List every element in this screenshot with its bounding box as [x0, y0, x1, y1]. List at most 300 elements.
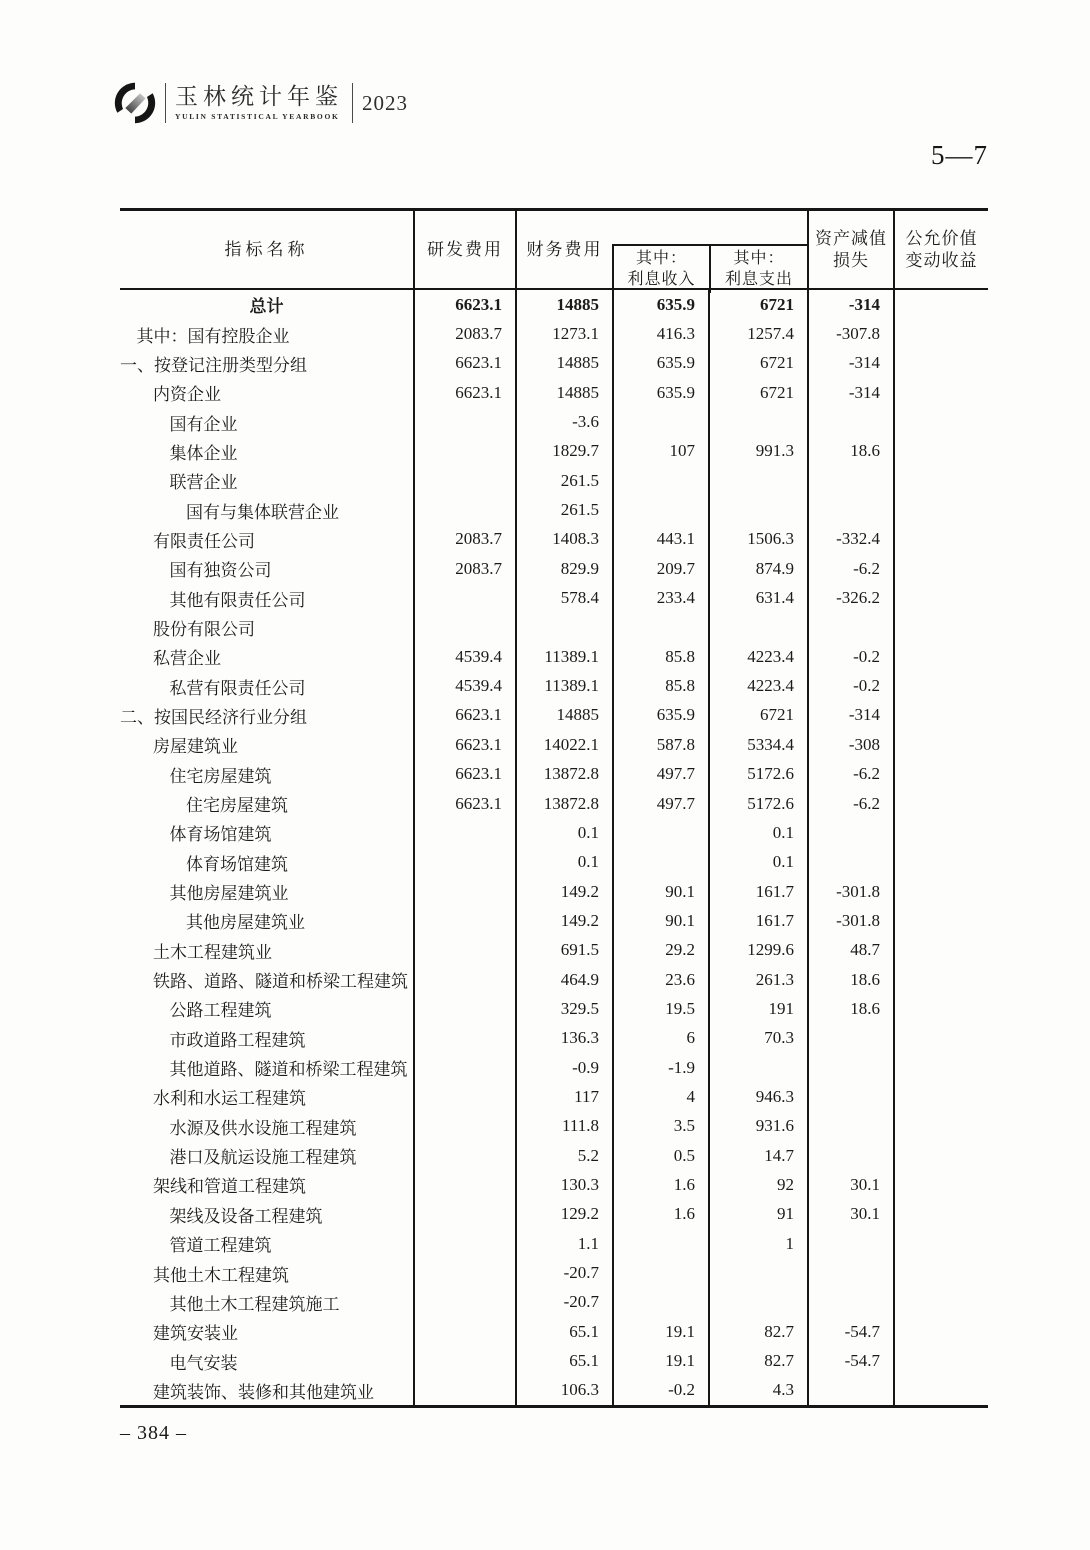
row-value — [893, 407, 988, 436]
table-row — [120, 818, 988, 847]
table-row — [120, 1170, 988, 1199]
row-value — [893, 730, 988, 759]
table-row — [120, 1082, 988, 1111]
row-indicator-label: 国有独资公司 — [169, 561, 272, 581]
column-header-indicator: 指标名称 — [224, 239, 309, 259]
row-indicator-label: 其他土木工程建筑 — [153, 1265, 289, 1285]
table-row — [120, 760, 988, 789]
table-row — [120, 1141, 988, 1170]
column-header-fair-value — [893, 211, 988, 288]
table-row — [120, 583, 988, 612]
row-indicator-label: 港口及航运设施工程建筑 — [169, 1148, 357, 1168]
table-row — [120, 525, 988, 554]
row-value: 4223.4 — [708, 671, 807, 700]
row-indicator-label: 私营企业 — [153, 649, 221, 669]
row-value: 691.5 — [515, 936, 612, 965]
row-value: 70.3 — [708, 1024, 807, 1053]
row-value: 4539.4 — [413, 642, 515, 671]
row-value: -307.8 — [807, 319, 893, 348]
row-value — [413, 1053, 515, 1082]
table-row — [120, 994, 988, 1023]
row-value: 4.3 — [708, 1376, 807, 1405]
row-value: 18.6 — [807, 994, 893, 1023]
row-value — [807, 613, 893, 642]
table-row — [120, 1288, 988, 1317]
row-value — [807, 1141, 893, 1170]
page-number: – 384 – — [120, 1422, 187, 1444]
row-value — [612, 1258, 708, 1287]
row-value: 1299.6 — [708, 936, 807, 965]
row-value — [807, 407, 893, 436]
table-row — [120, 554, 988, 583]
table-row — [120, 378, 988, 407]
table-row — [120, 1053, 988, 1082]
row-value — [413, 1200, 515, 1229]
row-indicator-label: 内资企业 — [153, 385, 221, 405]
row-value — [708, 466, 807, 495]
row-value — [893, 583, 988, 612]
brand-title-en: YULIN STATISTICAL YEARBOOK — [175, 111, 340, 121]
row-value — [893, 848, 988, 877]
row-value — [893, 1082, 988, 1111]
row-value — [612, 466, 708, 495]
fair-value-line1: 公允价值 — [905, 229, 978, 249]
row-indicator-label: 管道工程建筑 — [169, 1236, 272, 1256]
row-value: 129.2 — [515, 1200, 612, 1229]
table-row — [120, 642, 988, 671]
row-indicator-label: 铁路、道路、隧道和桥梁工程建筑 — [153, 972, 408, 992]
interest-expense-line1: 其中： — [733, 249, 785, 267]
row-value — [893, 642, 988, 671]
row-value — [893, 760, 988, 789]
row-value — [893, 554, 988, 583]
row-value: 5172.6 — [708, 789, 807, 818]
row-value: 14885 — [515, 290, 612, 319]
row-value — [893, 613, 988, 642]
row-value: -6.2 — [807, 760, 893, 789]
row-value: -54.7 — [807, 1346, 893, 1375]
row-indicator-label: 建筑装饰、装修和其他建筑业 — [153, 1382, 374, 1402]
row-value: 111.8 — [515, 1112, 612, 1141]
row-value — [893, 1346, 988, 1375]
row-value — [893, 936, 988, 965]
table-row — [120, 1229, 988, 1258]
row-indicator-label: 其他房屋建筑业 — [186, 913, 305, 933]
row-value — [413, 1112, 515, 1141]
row-value: 5172.6 — [708, 760, 807, 789]
row-value — [413, 1258, 515, 1287]
row-indicator-label: 水利和水运工程建筑 — [153, 1089, 306, 1109]
row-value — [413, 818, 515, 847]
row-value: 48.7 — [807, 936, 893, 965]
table-row — [120, 290, 988, 319]
row-value: 4 — [612, 1082, 708, 1111]
fair-value-line2: 变动收益 — [905, 250, 978, 270]
row-value: 209.7 — [612, 554, 708, 583]
row-value — [807, 818, 893, 847]
row-value: 635.9 — [612, 378, 708, 407]
row-value: 829.9 — [515, 554, 612, 583]
row-value: 5334.4 — [708, 730, 807, 759]
asset-impairment-line2: 损失 — [833, 250, 869, 270]
row-value: 14885 — [515, 349, 612, 378]
row-indicator-label: 股份有限公司 — [153, 619, 255, 639]
row-value — [413, 1288, 515, 1317]
row-value: -301.8 — [807, 906, 893, 935]
row-value: 416.3 — [612, 319, 708, 348]
row-value — [893, 466, 988, 495]
table-row — [120, 965, 988, 994]
row-value — [413, 437, 515, 466]
row-value — [708, 1288, 807, 1317]
row-indicator-label: 体育场馆建筑 — [186, 854, 288, 874]
row-value: 4223.4 — [708, 642, 807, 671]
table-row — [120, 701, 988, 730]
row-value — [893, 818, 988, 847]
row-value — [893, 319, 988, 348]
table-row — [120, 671, 988, 700]
row-value: 6623.1 — [413, 290, 515, 319]
row-indicator-label: 其他房屋建筑业 — [169, 884, 289, 904]
row-indicator-label: 其他道路、隧道和桥梁工程建筑 — [169, 1060, 408, 1080]
row-value: -3.6 — [515, 407, 612, 436]
row-value: 578.4 — [515, 583, 612, 612]
row-value: 6623.1 — [413, 730, 515, 759]
row-value — [893, 1229, 988, 1258]
asset-impairment-line1: 资产减值 — [815, 229, 887, 249]
row-value — [893, 437, 988, 466]
row-value — [413, 466, 515, 495]
row-value: 85.8 — [612, 642, 708, 671]
row-value — [413, 1082, 515, 1111]
row-value: 11389.1 — [515, 642, 612, 671]
row-indicator-label: 一、按登记注册类型分组 — [120, 355, 307, 375]
row-value: 130.3 — [515, 1170, 612, 1199]
row-value — [413, 1317, 515, 1346]
row-value: 14022.1 — [515, 730, 612, 759]
row-value: -332.4 — [807, 525, 893, 554]
row-value: 0.1 — [708, 818, 807, 847]
row-value: 19.5 — [612, 994, 708, 1023]
table-row — [120, 1200, 988, 1229]
row-value: 11389.1 — [515, 671, 612, 700]
row-value — [807, 1288, 893, 1317]
row-value — [807, 495, 893, 524]
table-row — [120, 1024, 988, 1053]
table-body — [120, 290, 988, 1408]
table-header — [120, 208, 988, 290]
row-value — [413, 1024, 515, 1053]
row-value — [893, 1288, 988, 1317]
row-value — [413, 877, 515, 906]
row-indicator-label: 公路工程建筑 — [169, 1001, 272, 1021]
row-indicator-label: 国有与集体联营企业 — [186, 502, 339, 522]
row-indicator-label: 土木工程建筑业 — [153, 942, 272, 962]
row-value: 6721 — [708, 701, 807, 730]
table-row — [120, 319, 988, 348]
row-value — [893, 1053, 988, 1082]
row-value: 161.7 — [708, 906, 807, 935]
row-value: 191 — [708, 994, 807, 1023]
row-value: 92 — [708, 1170, 807, 1199]
row-indicator-label: 电气安装 — [169, 1353, 238, 1373]
row-value: 1506.3 — [708, 525, 807, 554]
row-value — [893, 1112, 988, 1141]
row-value: -0.9 — [515, 1053, 612, 1082]
row-value — [413, 407, 515, 436]
row-value: 1.1 — [515, 1229, 612, 1258]
column-header-interest-expense — [709, 246, 807, 293]
row-indicator-label: 其他有限责任公司 — [169, 590, 306, 610]
row-value — [413, 906, 515, 935]
row-value: 85.8 — [612, 671, 708, 700]
brand-header — [112, 80, 408, 126]
row-value — [515, 613, 612, 642]
row-value: 82.7 — [708, 1346, 807, 1375]
row-value: 107 — [612, 437, 708, 466]
table-row — [120, 1376, 988, 1405]
row-value — [413, 1229, 515, 1258]
table-row — [120, 613, 988, 642]
row-value — [708, 613, 807, 642]
row-value: 14.7 — [708, 1141, 807, 1170]
row-indicator-label: 国有企业 — [169, 414, 238, 434]
table-row — [120, 1258, 988, 1287]
row-value: 443.1 — [612, 525, 708, 554]
row-value: 13872.8 — [515, 789, 612, 818]
row-value — [893, 378, 988, 407]
row-value: 6623.1 — [413, 701, 515, 730]
table-row — [120, 1346, 988, 1375]
row-value: 65.1 — [515, 1346, 612, 1375]
row-value — [893, 789, 988, 818]
row-value: 497.7 — [612, 789, 708, 818]
row-value — [708, 1053, 807, 1082]
brand-title-zh: 玉林统计年鉴 — [175, 84, 343, 110]
row-value — [413, 936, 515, 965]
row-value: 14885 — [515, 378, 612, 407]
column-header-interest-income — [614, 246, 709, 293]
row-value: 329.5 — [515, 994, 612, 1023]
table-row — [120, 848, 988, 877]
row-value — [612, 1229, 708, 1258]
row-value — [807, 1258, 893, 1287]
row-indicator-label: 建筑安装业 — [153, 1324, 238, 1344]
row-value: 2083.7 — [413, 525, 515, 554]
row-value: 65.1 — [515, 1317, 612, 1346]
row-value: 2083.7 — [413, 319, 515, 348]
row-indicator-label: 私营有限责任公司 — [169, 678, 306, 698]
row-indicator-label: 总计 — [249, 297, 284, 317]
row-value: -308 — [807, 730, 893, 759]
row-value: -314 — [807, 378, 893, 407]
row-value: 6721 — [708, 378, 807, 407]
table-row — [120, 906, 988, 935]
table-row — [120, 495, 988, 524]
row-value: 19.1 — [612, 1346, 708, 1375]
row-value — [413, 1346, 515, 1375]
yearbook-logo-icon — [112, 80, 158, 126]
row-value: -326.2 — [807, 583, 893, 612]
row-value: 91 — [708, 1200, 807, 1229]
row-value: -0.2 — [807, 642, 893, 671]
row-value: 149.2 — [515, 877, 612, 906]
row-value — [893, 877, 988, 906]
row-value — [612, 848, 708, 877]
row-value: 635.9 — [612, 701, 708, 730]
row-value — [413, 965, 515, 994]
row-value: 635.9 — [612, 290, 708, 319]
row-value: 14885 — [515, 701, 612, 730]
row-value: 261.5 — [515, 495, 612, 524]
row-value — [893, 965, 988, 994]
row-value: 0.1 — [515, 818, 612, 847]
row-value: 0.5 — [612, 1141, 708, 1170]
row-value: 5.2 — [515, 1141, 612, 1170]
row-indicator-label: 体育场馆建筑 — [169, 825, 272, 845]
row-indicator-label: 其他土木工程建筑施工 — [169, 1294, 340, 1314]
row-value: 23.6 — [612, 965, 708, 994]
row-indicator-label: 联营企业 — [169, 473, 238, 493]
row-value — [708, 407, 807, 436]
row-indicator-label: 其中：国有控股企业 — [136, 326, 290, 346]
row-value: 1408.3 — [515, 525, 612, 554]
table-row — [120, 730, 988, 759]
row-value: -314 — [807, 349, 893, 378]
row-value — [893, 290, 988, 319]
row-value — [612, 613, 708, 642]
row-value — [893, 1141, 988, 1170]
interest-income-line1: 其中： — [635, 249, 687, 267]
table-row — [120, 789, 988, 818]
table-row — [120, 936, 988, 965]
row-value: 117 — [515, 1082, 612, 1111]
row-value: 18.6 — [807, 437, 893, 466]
table-row — [120, 349, 988, 378]
row-value: 1829.7 — [515, 437, 612, 466]
row-value — [807, 1376, 893, 1405]
row-value: 149.2 — [515, 906, 612, 935]
interest-expense-line2: 利息支出 — [724, 270, 793, 288]
row-value — [893, 1258, 988, 1287]
row-value: 6721 — [708, 349, 807, 378]
row-value — [612, 495, 708, 524]
row-value: -20.7 — [515, 1258, 612, 1287]
row-value: 464.9 — [515, 965, 612, 994]
row-value: -314 — [807, 701, 893, 730]
row-value: 261.3 — [708, 965, 807, 994]
row-value — [893, 1376, 988, 1405]
row-value — [807, 1082, 893, 1111]
row-value — [893, 906, 988, 935]
row-value — [708, 1258, 807, 1287]
row-value: 497.7 — [612, 760, 708, 789]
row-value: 30.1 — [807, 1170, 893, 1199]
row-value: 29.2 — [612, 936, 708, 965]
row-indicator-label: 二、按国民经济行业分组 — [120, 707, 307, 727]
row-value: 30.1 — [807, 1200, 893, 1229]
row-indicator-label: 市政道路工程建筑 — [169, 1030, 306, 1050]
row-value — [612, 818, 708, 847]
row-indicator-label: 住宅房屋建筑 — [169, 766, 272, 786]
row-value — [413, 1170, 515, 1199]
row-value: -54.7 — [807, 1317, 893, 1346]
row-value: 931.6 — [708, 1112, 807, 1141]
column-header-financial-expense: 财务费用 — [515, 211, 612, 288]
row-value: -314 — [807, 290, 893, 319]
row-value: 1.6 — [612, 1200, 708, 1229]
row-value: 631.4 — [708, 583, 807, 612]
statistics-table — [120, 208, 988, 1408]
row-indicator-label: 架线和管道工程建筑 — [153, 1177, 306, 1197]
row-value — [413, 1376, 515, 1405]
row-value: -0.2 — [612, 1376, 708, 1405]
row-value: 19.1 — [612, 1317, 708, 1346]
row-value — [413, 613, 515, 642]
row-value — [807, 1053, 893, 1082]
row-indicator-label: 集体企业 — [169, 443, 238, 463]
row-value: -6.2 — [807, 789, 893, 818]
row-indicator-label: 住宅房屋建筑 — [186, 796, 288, 816]
row-value — [893, 525, 988, 554]
row-value: 587.8 — [612, 730, 708, 759]
brand-titles — [165, 83, 353, 122]
row-value: 1257.4 — [708, 319, 807, 348]
row-value — [893, 1200, 988, 1229]
row-value: -301.8 — [807, 877, 893, 906]
row-indicator-label: 房屋建筑业 — [153, 737, 238, 757]
row-value: 90.1 — [612, 877, 708, 906]
row-value: 1.6 — [612, 1170, 708, 1199]
row-value: -0.2 — [807, 671, 893, 700]
row-value — [807, 1229, 893, 1258]
table-row — [120, 466, 988, 495]
row-value: 2083.7 — [413, 554, 515, 583]
table-row — [120, 1317, 988, 1346]
table-row — [120, 1112, 988, 1141]
table-row — [120, 407, 988, 436]
row-value — [807, 1024, 893, 1053]
brand-year: 2023 — [362, 90, 408, 115]
column-header-rd-expense: 研发费用 — [413, 211, 515, 288]
row-value: 161.7 — [708, 877, 807, 906]
row-value — [612, 1288, 708, 1317]
row-value: 874.9 — [708, 554, 807, 583]
row-value: 106.3 — [515, 1376, 612, 1405]
row-value: 6623.1 — [413, 378, 515, 407]
row-value — [413, 848, 515, 877]
column-header-asset-impairment — [807, 211, 893, 288]
row-value — [893, 495, 988, 524]
row-value: -6.2 — [807, 554, 893, 583]
financial-expense-subcolumns — [612, 244, 807, 293]
row-value: -1.9 — [612, 1053, 708, 1082]
row-value: 18.6 — [807, 965, 893, 994]
row-value — [893, 1170, 988, 1199]
row-value — [807, 848, 893, 877]
row-value: 6721 — [708, 290, 807, 319]
row-value — [893, 349, 988, 378]
row-indicator-label: 水源及供水设施工程建筑 — [169, 1118, 357, 1138]
row-value — [893, 1317, 988, 1346]
row-value — [893, 1024, 988, 1053]
row-value: 136.3 — [515, 1024, 612, 1053]
row-value: 4539.4 — [413, 671, 515, 700]
row-value: 90.1 — [612, 906, 708, 935]
row-indicator-label: 架线及设备工程建筑 — [169, 1206, 323, 1226]
row-value: 6623.1 — [413, 349, 515, 378]
row-value: 0.1 — [515, 848, 612, 877]
